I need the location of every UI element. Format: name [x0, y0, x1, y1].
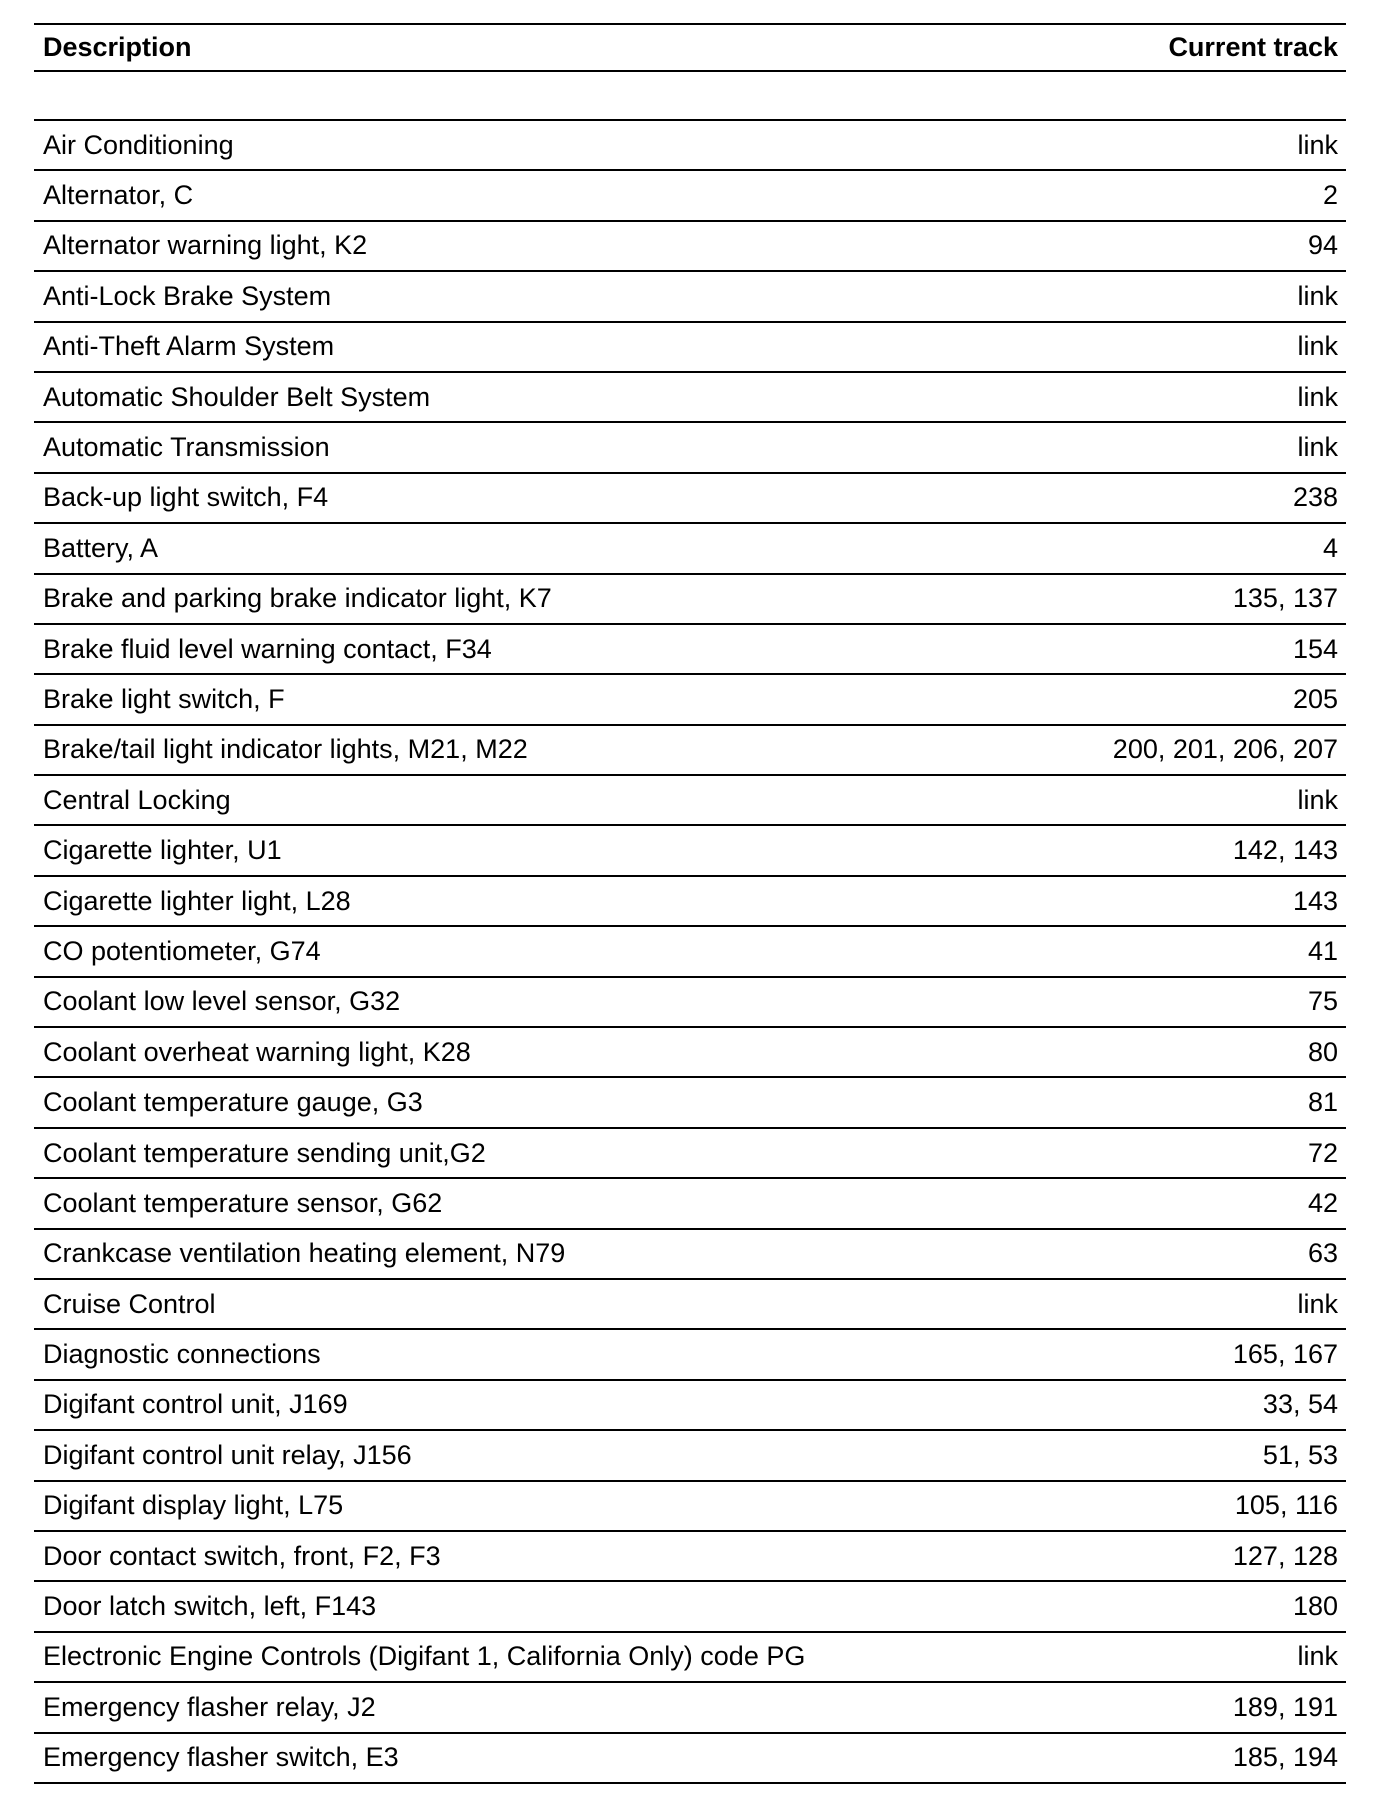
table-row	[34, 1482, 1346, 1532]
row-track: 142, 143	[1232, 835, 1338, 866]
row-track-link[interactable]: link	[1297, 784, 1338, 815]
table-row	[34, 1280, 1346, 1330]
table-row	[34, 1129, 1346, 1179]
row-description: Brake fluid level warning contact, F34	[43, 633, 492, 664]
table-row	[34, 1330, 1346, 1380]
table-header	[34, 23, 1346, 72]
row-description: Anti-Theft Alarm System	[43, 331, 335, 362]
table-row	[34, 1734, 1346, 1784]
row-track: 200, 201, 206, 207	[1112, 734, 1338, 765]
row-description: Central Locking	[43, 784, 231, 815]
index-table	[34, 23, 1346, 1784]
row-description: Coolant temperature gauge, G3	[43, 1087, 423, 1118]
row-track: 51, 53	[1262, 1439, 1338, 1470]
row-track: 143	[1292, 885, 1338, 916]
row-description: Brake light switch, F	[43, 683, 285, 714]
row-description: Digifant control unit, J169	[43, 1389, 348, 1420]
row-track: 63	[1307, 1238, 1338, 1269]
row-description: Brake/tail light indicator lights, M21, M22	[43, 734, 528, 765]
table-row	[34, 474, 1346, 524]
row-track: 180	[1292, 1591, 1338, 1622]
row-track: 165, 167	[1232, 1339, 1338, 1370]
table-row	[34, 1532, 1346, 1582]
table-row	[34, 423, 1346, 473]
table-row	[34, 524, 1346, 574]
table-row	[34, 826, 1346, 876]
table-row	[34, 776, 1346, 826]
row-description: Back-up light switch, F4	[43, 482, 329, 513]
table-body	[34, 121, 1346, 1784]
table-row	[34, 121, 1346, 171]
row-description: Battery, A	[43, 532, 159, 563]
table-row	[34, 625, 1346, 675]
row-track: 205	[1292, 683, 1338, 714]
table-row	[34, 222, 1346, 272]
row-description: Digifant control unit relay, J156	[43, 1439, 412, 1470]
row-track-link[interactable]: link	[1297, 331, 1338, 362]
row-description: Door latch switch, left, F143	[43, 1591, 377, 1622]
row-track-link[interactable]: link	[1297, 280, 1338, 311]
row-description: Electronic Engine Controls (Digifant 1, California Only) code PG	[43, 1641, 806, 1672]
table-row	[34, 171, 1346, 221]
row-description: Cigarette lighter light, L28	[43, 885, 351, 916]
row-description: Diagnostic connections	[43, 1339, 321, 1370]
row-description: Alternator, C	[43, 180, 194, 211]
table-row	[34, 1230, 1346, 1280]
row-track: 154	[1292, 633, 1338, 664]
table-row	[34, 1179, 1346, 1229]
row-description: Cigarette lighter, U1	[43, 835, 282, 866]
table-spacer-row	[34, 72, 1346, 121]
row-track: 105, 116	[1234, 1490, 1338, 1521]
row-description: Alternator warning light, K2	[43, 230, 368, 261]
header-current-track: Current track	[1168, 32, 1338, 62]
table-row	[34, 1078, 1346, 1128]
row-description: Coolant low level sensor, G32	[43, 986, 401, 1017]
row-track: 75	[1307, 986, 1338, 1017]
table-row	[34, 1683, 1346, 1733]
row-track: 80	[1307, 1036, 1338, 1067]
row-description: Digifant display light, L75	[43, 1490, 344, 1521]
row-track: 135, 137	[1232, 583, 1338, 614]
row-description: Air Conditioning	[43, 129, 234, 160]
row-track: 41	[1307, 935, 1338, 966]
row-track-link[interactable]: link	[1297, 129, 1338, 160]
table-row	[34, 927, 1346, 977]
row-track: 185, 194	[1232, 1742, 1338, 1773]
row-track: 2	[1322, 180, 1338, 211]
row-description: Automatic Shoulder Belt System	[43, 381, 431, 412]
row-track: 42	[1307, 1187, 1338, 1218]
row-track-link[interactable]: link	[1297, 1288, 1338, 1319]
row-track-link[interactable]: link	[1297, 381, 1338, 412]
row-track-link[interactable]: link	[1297, 432, 1338, 463]
row-description: Crankcase ventilation heating element, N79	[43, 1238, 566, 1269]
row-track: 94	[1307, 230, 1338, 261]
table-row	[34, 1381, 1346, 1431]
table-row	[34, 575, 1346, 625]
header-description: Description	[43, 32, 192, 62]
row-description: Coolant overheat warning light, K28	[43, 1036, 471, 1067]
row-track: 127, 128	[1232, 1540, 1338, 1571]
table-row	[34, 1633, 1346, 1683]
table-row	[34, 1028, 1346, 1078]
row-description: Brake and parking brake indicator light, K7	[43, 583, 552, 614]
table-row	[34, 726, 1346, 776]
table-row	[34, 1431, 1346, 1481]
row-description: CO potentiometer, G74	[43, 935, 321, 966]
table-row	[34, 1582, 1346, 1632]
row-description: Anti-Lock Brake System	[43, 280, 332, 311]
row-description: Coolant temperature sending unit,G2	[43, 1137, 486, 1168]
table-row	[34, 323, 1346, 373]
table-row	[34, 272, 1346, 322]
row-track: 33, 54	[1262, 1389, 1338, 1420]
row-description: Cruise Control	[43, 1288, 216, 1319]
table-row	[34, 877, 1346, 927]
table-row	[34, 978, 1346, 1028]
row-description: Automatic Transmission	[43, 432, 330, 463]
row-track: 238	[1292, 482, 1338, 513]
row-track-link[interactable]: link	[1297, 1641, 1338, 1672]
row-track: 81	[1307, 1087, 1338, 1118]
row-description: Door contact switch, front, F2, F3	[43, 1540, 441, 1571]
row-description: Emergency flasher switch, E3	[43, 1742, 399, 1773]
row-track: 189, 191	[1232, 1691, 1338, 1722]
table-row	[34, 373, 1346, 423]
row-track: 4	[1322, 532, 1338, 563]
table-row	[34, 675, 1346, 725]
row-description: Emergency flasher relay, J2	[43, 1691, 376, 1722]
row-description: Coolant temperature sensor, G62	[43, 1187, 443, 1218]
row-track: 72	[1307, 1137, 1338, 1168]
